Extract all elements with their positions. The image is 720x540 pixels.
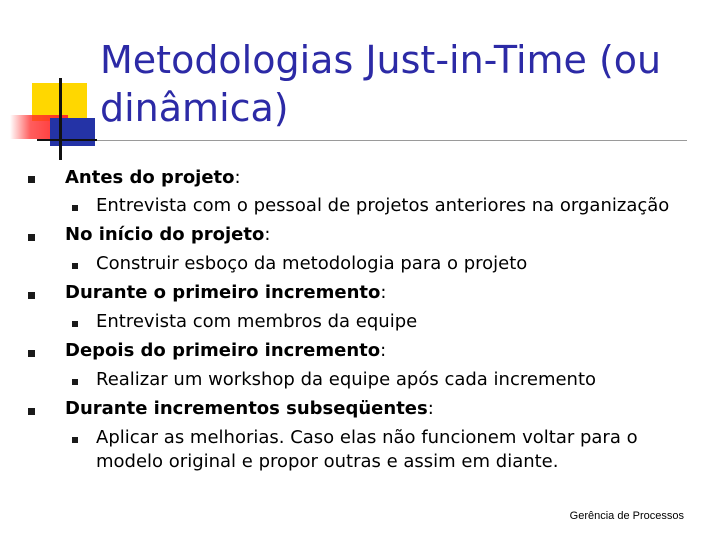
bullet-label: No início do projeto xyxy=(65,224,265,245)
footer-text: Gerência de Processos xyxy=(569,510,684,522)
bullet-marker xyxy=(28,234,35,241)
sub-bullet-marker xyxy=(72,379,78,385)
bullet-label: Depois do primeiro incremento xyxy=(65,340,381,361)
bullet-item xyxy=(65,281,386,305)
sub-bullet-item: Aplicar as melhorias. Caso elas não funcionem voltar para o modelo original e propor outras e assim em diante. xyxy=(96,427,638,472)
bullet-item xyxy=(65,166,241,190)
sub-bullet-item: Entrevista com o pessoal de projetos anteriores na organização xyxy=(96,195,670,216)
sub-bullet-marker xyxy=(72,321,78,327)
bullet-suffix: : xyxy=(234,167,241,188)
bullet-label: Durante o primeiro incremento xyxy=(65,282,381,303)
bullet-label: Antes do projeto xyxy=(65,167,235,188)
bullet-label: Durante incrementos subseqüentes xyxy=(65,398,428,419)
sub-bullet-item: Construir esboço da metodologia para o projeto xyxy=(96,253,528,274)
bullet-marker xyxy=(28,350,35,357)
sub-bullet-item: Entrevista com membros da equipe xyxy=(96,311,418,332)
sub-bullet-marker xyxy=(72,205,78,211)
sub-bullet-item: Realizar um workshop da equipe após cada incremento xyxy=(96,369,597,390)
bullet-item xyxy=(65,223,270,247)
bullet-marker xyxy=(28,408,35,415)
bullet-marker xyxy=(28,176,35,183)
bullet-marker xyxy=(28,292,35,299)
sub-bullet-marker xyxy=(72,263,78,269)
bullet-suffix: : xyxy=(427,398,434,419)
title-line-2: dinâmica) xyxy=(100,86,289,130)
bullet-item xyxy=(65,339,386,363)
bullet-suffix: : xyxy=(380,340,387,361)
bullet-item xyxy=(65,397,434,421)
sub-bullet-marker xyxy=(72,437,78,443)
title-line-1: Metodologias Just-in-Time (ou xyxy=(100,38,662,82)
bullet-suffix: : xyxy=(264,224,271,245)
bullet-suffix: : xyxy=(380,282,387,303)
